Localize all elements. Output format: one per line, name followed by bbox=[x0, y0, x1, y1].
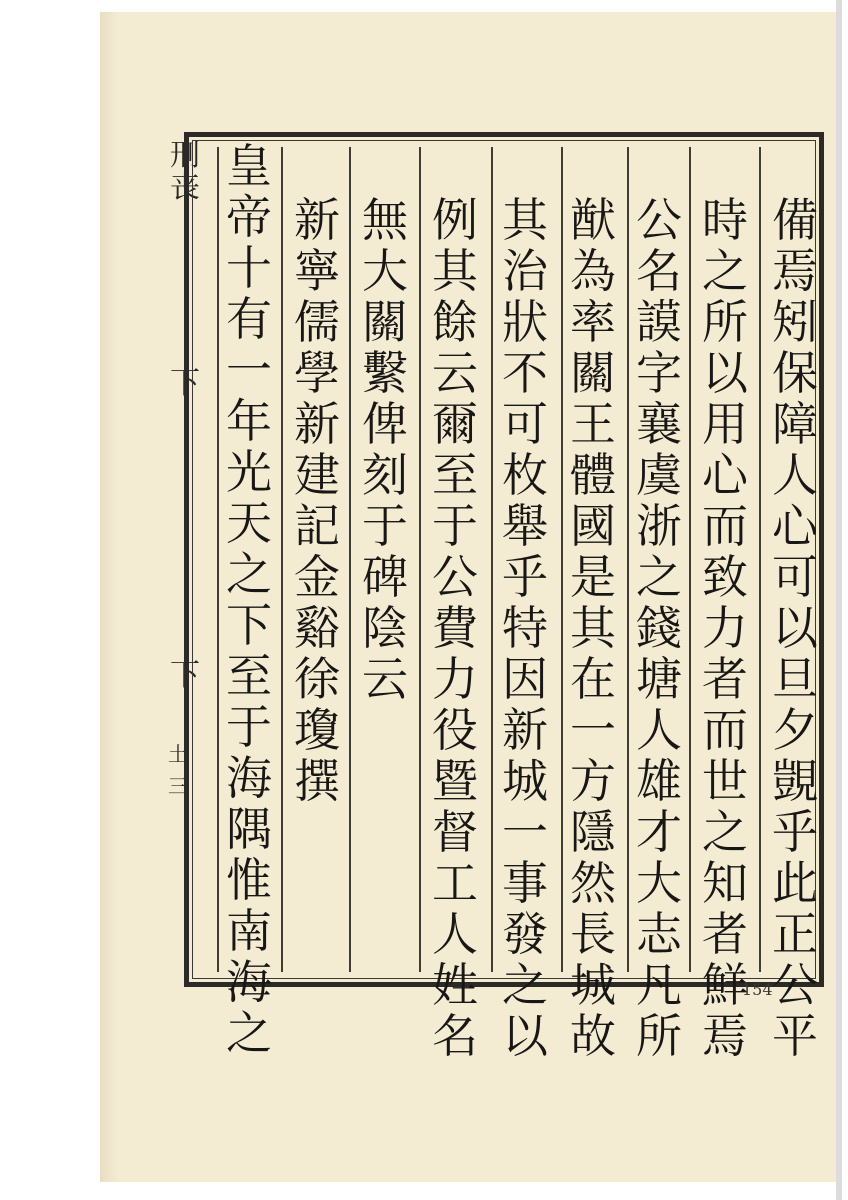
column-char: 例 bbox=[432, 193, 478, 247]
column-char: 可 bbox=[772, 550, 818, 604]
column-char: 關 bbox=[570, 346, 616, 400]
column-char: 南 bbox=[226, 904, 272, 958]
column-char: 以 bbox=[772, 601, 818, 655]
column-rule bbox=[759, 147, 761, 972]
column-char: 心 bbox=[702, 448, 748, 502]
column-char: 王 bbox=[570, 397, 616, 451]
column-char: 之 bbox=[502, 958, 548, 1012]
text-column-1 bbox=[765, 195, 825, 1062]
column-char: 年 bbox=[226, 394, 272, 448]
column-char: 至 bbox=[226, 649, 272, 703]
column-char: 工 bbox=[432, 856, 478, 910]
column-char: 時 bbox=[702, 193, 748, 247]
column-char: 天 bbox=[226, 496, 272, 550]
column-char: 之 bbox=[702, 244, 748, 298]
column-char: 然 bbox=[570, 856, 616, 910]
column-char: 因 bbox=[502, 652, 548, 706]
column-char: 學 bbox=[294, 346, 340, 400]
column-char: 于 bbox=[432, 499, 478, 553]
column-char: 儒 bbox=[294, 295, 340, 349]
column-char: 其 bbox=[502, 193, 548, 247]
column-char: 者 bbox=[702, 907, 748, 961]
column-char: 隅 bbox=[226, 802, 272, 856]
column-char: 于 bbox=[226, 700, 272, 754]
column-char: 特 bbox=[502, 601, 548, 655]
column-char: 舉 bbox=[502, 499, 548, 553]
column-char: 無 bbox=[362, 193, 408, 247]
column-char: 之 bbox=[226, 547, 272, 601]
column-char: 矧 bbox=[772, 295, 818, 349]
column-char: 人 bbox=[432, 907, 478, 961]
column-char: 知 bbox=[702, 856, 748, 910]
column-char: 才 bbox=[636, 805, 682, 859]
column-char: 襄 bbox=[636, 397, 682, 451]
column-char: 費 bbox=[432, 601, 478, 655]
column-char: 惟 bbox=[226, 853, 272, 907]
text-column-5 bbox=[495, 195, 555, 1062]
margin-char: 土三 bbox=[168, 742, 188, 798]
column-char: 治 bbox=[502, 244, 548, 298]
column-char: 所 bbox=[636, 1009, 682, 1063]
column-char: 一 bbox=[570, 703, 616, 757]
column-char: 記 bbox=[294, 499, 340, 553]
column-char: 建 bbox=[294, 448, 340, 502]
column-char: 焉 bbox=[772, 244, 818, 298]
column-char: 下 bbox=[226, 598, 272, 652]
column-char: 此 bbox=[772, 856, 818, 910]
column-char: 率 bbox=[570, 295, 616, 349]
column-char: 皇 bbox=[226, 139, 272, 193]
column-char: 發 bbox=[502, 907, 548, 961]
column-char: 力 bbox=[702, 601, 748, 655]
text-column-2 bbox=[695, 195, 755, 1062]
column-char: 姓 bbox=[432, 958, 478, 1012]
text-column-7 bbox=[355, 195, 415, 705]
column-char: 一 bbox=[226, 343, 272, 397]
column-char: 云 bbox=[432, 346, 478, 400]
column-char: 海 bbox=[226, 751, 272, 805]
column-char: 繫 bbox=[362, 346, 408, 400]
column-char: 謨 bbox=[636, 295, 682, 349]
column-char: 城 bbox=[570, 958, 616, 1012]
column-char: 虞 bbox=[636, 448, 682, 502]
column-char: 役 bbox=[432, 703, 478, 757]
column-char: 海 bbox=[226, 955, 272, 1009]
column-char: 帝 bbox=[226, 190, 272, 244]
column-char: 刻 bbox=[362, 448, 408, 502]
text-column-6 bbox=[425, 195, 485, 1062]
column-char: 心 bbox=[772, 499, 818, 553]
scrollbar-edge bbox=[836, 0, 842, 1200]
column-rule bbox=[349, 147, 351, 972]
text-column-9 bbox=[219, 141, 279, 1059]
column-char: 公 bbox=[636, 193, 682, 247]
column-char: 志 bbox=[636, 907, 682, 961]
column-char: 其 bbox=[570, 601, 616, 655]
column-char: 碑 bbox=[362, 550, 408, 604]
column-char: 體 bbox=[570, 448, 616, 502]
column-char: 塘 bbox=[636, 652, 682, 706]
column-char: 不 bbox=[502, 346, 548, 400]
column-char: 旦 bbox=[772, 652, 818, 706]
column-char: 狀 bbox=[502, 295, 548, 349]
column-char: 枚 bbox=[502, 448, 548, 502]
column-char: 國 bbox=[570, 499, 616, 553]
column-char: 大 bbox=[362, 244, 408, 298]
column-char: 雄 bbox=[636, 754, 682, 808]
column-char: 長 bbox=[570, 907, 616, 961]
column-char: 大 bbox=[636, 856, 682, 910]
column-char: 瓊 bbox=[294, 703, 340, 757]
column-char: 新 bbox=[294, 193, 340, 247]
column-char: 人 bbox=[636, 703, 682, 757]
column-char: 以 bbox=[502, 1009, 548, 1063]
page-fold-shadow bbox=[100, 12, 118, 1182]
column-char: 云 bbox=[362, 652, 408, 706]
column-char: 爾 bbox=[432, 397, 478, 451]
column-char: 新 bbox=[294, 397, 340, 451]
column-char: 障 bbox=[772, 397, 818, 451]
column-char: 可 bbox=[502, 397, 548, 451]
column-char: 光 bbox=[226, 445, 272, 499]
column-char: 之 bbox=[226, 1006, 272, 1060]
column-char: 十 bbox=[226, 241, 272, 295]
column-char: 有 bbox=[226, 292, 272, 346]
column-char: 一 bbox=[502, 805, 548, 859]
column-char: 俾 bbox=[362, 397, 408, 451]
column-char: 字 bbox=[636, 346, 682, 400]
column-char: 凡 bbox=[636, 958, 682, 1012]
column-char: 致 bbox=[702, 550, 748, 604]
column-char: 金 bbox=[294, 550, 340, 604]
column-char: 人 bbox=[772, 448, 818, 502]
column-char: 名 bbox=[636, 244, 682, 298]
column-char: 寧 bbox=[294, 244, 340, 298]
column-char: 餘 bbox=[432, 295, 478, 349]
column-char: 公 bbox=[772, 958, 818, 1012]
column-char: 之 bbox=[702, 805, 748, 859]
margin-char: 下 bbox=[170, 366, 200, 401]
column-char: 事 bbox=[502, 856, 548, 910]
column-char: 力 bbox=[432, 652, 478, 706]
column-char: 保 bbox=[772, 346, 818, 400]
text-column-4 bbox=[563, 195, 623, 1062]
column-char: 浙 bbox=[636, 499, 682, 553]
column-char: 以 bbox=[702, 346, 748, 400]
column-rule bbox=[281, 147, 283, 972]
column-char: 陰 bbox=[362, 601, 408, 655]
column-char: 是 bbox=[570, 550, 616, 604]
text-column-3 bbox=[629, 195, 689, 1062]
column-char: 猷 bbox=[570, 193, 616, 247]
column-rule bbox=[491, 147, 493, 972]
column-char: 城 bbox=[502, 754, 548, 808]
column-char: 夕 bbox=[772, 703, 818, 757]
column-char: 于 bbox=[362, 499, 408, 553]
column-char: 而 bbox=[702, 703, 748, 757]
column-char: 者 bbox=[702, 652, 748, 706]
column-char: 撰 bbox=[294, 754, 340, 808]
column-char: 乎 bbox=[772, 805, 818, 859]
text-column-8 bbox=[287, 195, 347, 807]
column-char: 公 bbox=[432, 550, 478, 604]
column-char: 隱 bbox=[570, 805, 616, 859]
margin-char: 丧 bbox=[170, 170, 200, 205]
column-char: 正 bbox=[772, 907, 818, 961]
column-char: 在 bbox=[570, 652, 616, 706]
column-char: 暨 bbox=[432, 754, 478, 808]
column-char: 名 bbox=[432, 1009, 478, 1063]
column-char: 世 bbox=[702, 754, 748, 808]
column-char: 平 bbox=[772, 1009, 818, 1063]
column-rule bbox=[419, 147, 421, 972]
column-char: 谿 bbox=[294, 601, 340, 655]
column-char: 為 bbox=[570, 244, 616, 298]
column-char: 錢 bbox=[636, 601, 682, 655]
column-char: 乎 bbox=[502, 550, 548, 604]
column-char: 至 bbox=[432, 448, 478, 502]
column-char: 焉 bbox=[702, 1009, 748, 1063]
column-char: 新 bbox=[502, 703, 548, 757]
column-char: 用 bbox=[702, 397, 748, 451]
column-char: 備 bbox=[772, 193, 818, 247]
column-char: 所 bbox=[702, 295, 748, 349]
margin-char: 刑 bbox=[170, 138, 200, 173]
page-number: 154 bbox=[742, 980, 773, 999]
margin-char: 下 bbox=[170, 658, 200, 693]
column-rule bbox=[689, 147, 691, 972]
column-char: 關 bbox=[362, 295, 408, 349]
column-char: 而 bbox=[702, 499, 748, 553]
column-char: 故 bbox=[570, 1009, 616, 1063]
column-char: 徐 bbox=[294, 652, 340, 706]
column-char: 方 bbox=[570, 754, 616, 808]
column-char: 鮮 bbox=[702, 958, 748, 1012]
column-char: 覬 bbox=[772, 754, 818, 808]
column-char: 之 bbox=[636, 550, 682, 604]
column-char: 其 bbox=[432, 244, 478, 298]
column-char: 督 bbox=[432, 805, 478, 859]
